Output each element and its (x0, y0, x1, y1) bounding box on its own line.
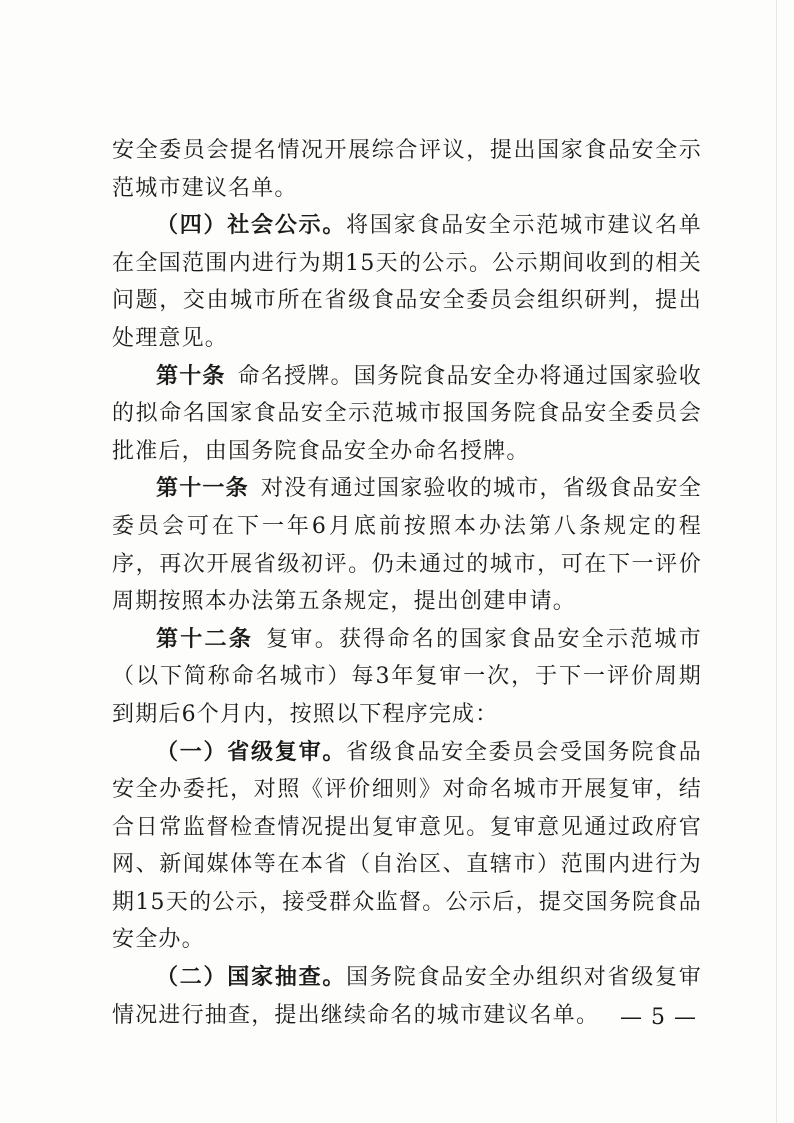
paragraph-text: 省级食品安全委员会受国务院食品安全办委托，对照《评价细则》对命名城市开展复审，结合日常监督检查情况提出复审意见。复审意见通过政府官网、新闻媒体等在本省（自治区、直辖市）范围内进行为期15天的公示，接受群众监督。公示后，提交国务院食品安全办。 (112, 739, 702, 953)
page-number: — 5 — (620, 1005, 697, 1030)
paragraph-provincial-review (112, 734, 702, 960)
scan-edge-line (776, 0, 777, 1123)
paragraph-text: 国务院食品安全办组织对省级复审情况进行抽查，提出继续命名的城市建议名单。 (112, 965, 702, 1028)
paragraph-text: 对没有通过国家验收的城市，省级食品安全委员会可在下一年6月底前按照本办法第八条规定的程序，再次开展省级初评。仍未通过的城市，可在下一评价周期按照本办法第五条规定，提出创建申请。 (112, 476, 702, 615)
paragraph-text: 命名授牌。国务院食品安全办将通过国家验收的拟命名国家食品安全示范城市报国务院食品安全委员会批准后，由国务院食品安全办命名授牌。 (112, 363, 702, 464)
paragraph-national-spot-check (112, 959, 702, 1034)
paragraph-lead: （四）社会公示。 (156, 212, 347, 239)
article-heading: 第十条 (156, 362, 226, 389)
paragraph-social-publicity (112, 207, 702, 357)
paragraph-article-11 (112, 470, 702, 620)
article-heading: 第十一条 (156, 475, 249, 502)
article-heading: 第十二条 (156, 625, 254, 652)
paragraph-text: 复审。获得命名的国家食品安全示范城市（以下简称命名城市）每3年复审一次，于下一评价周期到期后6个月内，按照以下程序完成： (112, 626, 702, 727)
paragraph-text: 将国家食品安全示范城市建议名单在全国范围内进行为期15天的公示。公示期间收到的相关问题，交由城市所在省级食品安全委员会组织研判，提出处理意见。 (112, 213, 702, 351)
paragraph-article-12 (112, 621, 702, 734)
paragraph-lead: （一）省级复审。 (156, 738, 347, 765)
paragraph-lead: （二）国家抽查。 (156, 964, 347, 991)
document-body (112, 132, 702, 1034)
paragraph-text: 安全委员会提名情况开展综合评议，提出国家食品安全示范城市建议名单。 (112, 138, 702, 201)
paragraph-article-10 (112, 358, 702, 471)
paragraph-continuation (112, 132, 702, 207)
